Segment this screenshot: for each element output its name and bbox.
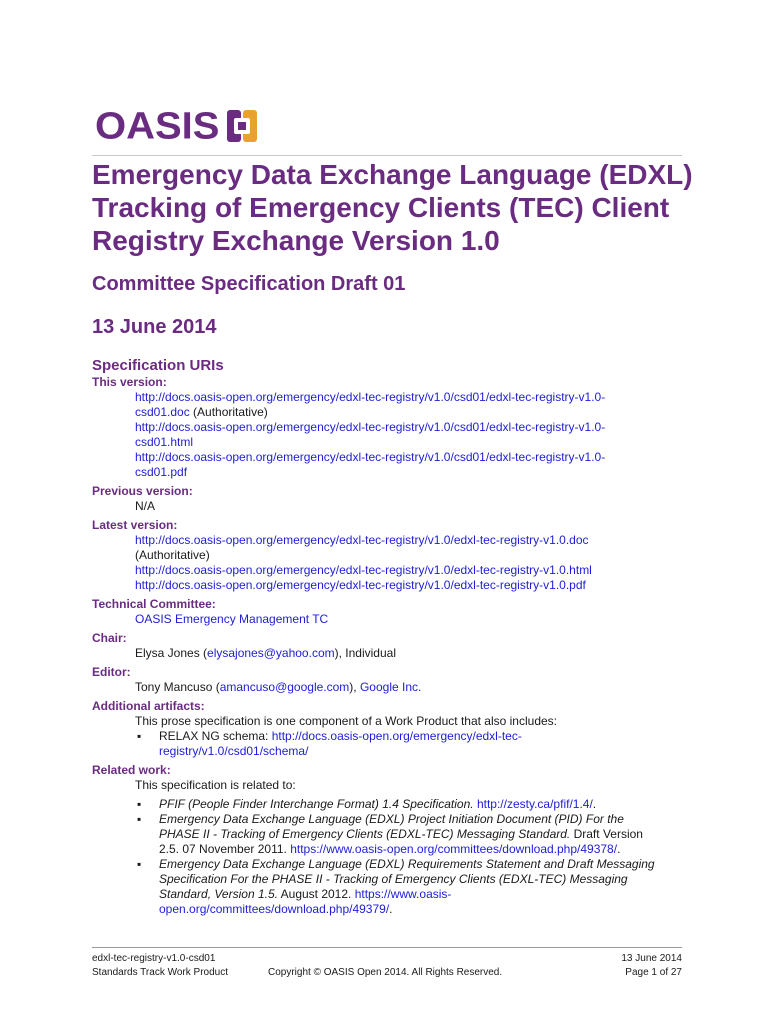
- editor-email-link[interactable]: amancuso@google.com: [219, 680, 350, 694]
- additional-artifacts-intro: This prose specification is one component of a Work Product that also includes:: [135, 714, 557, 728]
- req-title-line2: Specification For the PHASE II - Tracking of Emergency Clients (EDXL-TEC) Messaging: [159, 872, 628, 886]
- editor-separator: ),: [349, 680, 360, 694]
- req-title-line1: Emergency Data Exchange Language (EDXL) Requirements Statement and Draft Messaging: [159, 857, 655, 871]
- req-title-line3: Standard, Version 1.5.: [159, 887, 278, 901]
- this-version-block: [92, 390, 692, 480]
- pid-end: .: [617, 842, 621, 856]
- list-item: [159, 797, 692, 812]
- section-heading-uris: Specification URIs: [92, 357, 224, 374]
- pid-link[interactable]: https://www.oasis-open.org/committees/download.php/49378/: [290, 842, 618, 856]
- schema-link[interactable]: http://docs.oasis-open.org/emergency/edxl-tec-: [271, 729, 522, 743]
- list-item: [159, 857, 692, 917]
- chair-block: [92, 646, 692, 661]
- previous-version-block: [92, 499, 692, 514]
- related-work-label: Related work:: [92, 763, 171, 777]
- chair-name: Elysa Jones (: [135, 646, 208, 660]
- footer-doc-id: edxl-tec-registry-v1.0-csd01: [92, 953, 216, 964]
- req-end: .: [389, 902, 393, 916]
- latest-version-pdf-link[interactable]: http://docs.oasis-open.org/emergency/edxl-tec-registry/v1.0/edxl-tec-registry-v1.0.pdf: [135, 578, 586, 592]
- pfif-end: .: [592, 797, 597, 811]
- related-work-intro: This specification is related to:: [135, 778, 296, 792]
- artifacts-list: [135, 729, 692, 759]
- previous-version-value: N/A: [135, 499, 156, 513]
- this-version-doc-link[interactable]: http://docs.oasis-open.org/emergency/edxl-tec-registry/v1.0/csd01/edxl-tec-registry-v1.0-: [135, 390, 606, 404]
- chair-email-link[interactable]: elysajones@yahoo.com: [207, 646, 335, 660]
- pid-title-line2: PHASE II - Tracking of Emergency Clients (EDXL-TEC) Messaging Standard.: [159, 827, 571, 841]
- specification-uris: [92, 375, 692, 921]
- chair-affiliation: ), Individual: [334, 646, 396, 660]
- schema-link-cont[interactable]: registry/v1.0/csd01/schema/: [159, 744, 309, 758]
- related-work-list: [135, 797, 692, 917]
- pfif-title: PFIF (People Finder Interchange Format) 1.4 Specification.: [159, 797, 474, 811]
- this-version-doc-link-cont[interactable]: csd01.doc: [135, 405, 190, 419]
- pid-date: 2.5. 07 November 2011.: [159, 842, 291, 856]
- latest-version-label: Latest version:: [92, 518, 178, 532]
- pfif-link[interactable]: http://zesty.ca/pfif/1.4/: [476, 797, 593, 811]
- document-stage: Committee Specification Draft 01: [92, 273, 406, 295]
- footer-date: 13 June 2014: [621, 953, 682, 964]
- this-version-pdf-link-cont[interactable]: csd01.pdf: [135, 465, 188, 479]
- pid-draft: Draft Version: [570, 827, 643, 841]
- artifact-prefix: RELAX NG schema:: [159, 729, 272, 743]
- footer-copyright: Copyright © OASIS Open 2014. All Rights Reserved.: [268, 967, 503, 978]
- latest-authoritative-note: (Authoritative): [135, 548, 210, 562]
- related-work-block: [92, 778, 692, 917]
- this-version-html-link-cont[interactable]: csd01.html: [135, 435, 194, 449]
- editor-block: [92, 680, 692, 695]
- footer-right: [621, 952, 682, 980]
- latest-version-block: [92, 533, 692, 593]
- technical-committee-block: [92, 612, 692, 627]
- editor-label: Editor:: [92, 665, 131, 679]
- list-item: [159, 812, 692, 857]
- req-link-cont[interactable]: open.org/committees/download.php/49379/: [159, 902, 390, 916]
- technical-committee-link[interactable]: OASIS Emergency Management TC: [135, 612, 329, 626]
- technical-committee-label: Technical Committee:: [92, 597, 216, 611]
- chair-label: Chair:: [92, 631, 127, 645]
- req-date: August 2012.: [277, 887, 355, 901]
- latest-version-html-link[interactable]: http://docs.oasis-open.org/emergency/edxl-tec-registry/v1.0/edxl-tec-registry-v1.0.html: [135, 563, 592, 577]
- footer-left: [92, 952, 228, 980]
- this-version-html-link[interactable]: http://docs.oasis-open.org/emergency/edxl-tec-registry/v1.0/csd01/edxl-tec-registry-v1.0-: [135, 420, 606, 434]
- oasis-logo: [95, 105, 259, 147]
- footer-divider: [92, 947, 682, 948]
- document-date: 13 June 2014: [92, 316, 217, 338]
- editor-name: Tony Mancuso (: [135, 680, 220, 694]
- authoritative-note: (Authoritative): [189, 405, 268, 419]
- pid-title-line1: Emergency Data Exchange Language (EDXL) Project Initiation Document (PID) For the: [159, 812, 624, 826]
- document-title: Emergency Data Exchange Language (EDXL) Tracking of Emergency Clients (TEC) Client Registry Exchange Version 1.0: [92, 159, 693, 256]
- footer-track: Standards Track Work Product: [92, 967, 228, 978]
- this-version-label: This version:: [92, 375, 167, 389]
- editor-org-link[interactable]: Google Inc.: [359, 680, 422, 694]
- previous-version-label: Previous version:: [92, 484, 193, 498]
- latest-version-doc-link[interactable]: http://docs.oasis-open.org/emergency/edxl-tec-registry/v1.0/edxl-tec-registry-v1.0.doc: [135, 533, 589, 547]
- this-version-pdf-link[interactable]: http://docs.oasis-open.org/emergency/edxl-tec-registry/v1.0/csd01/edxl-tec-registry-v1.0-: [135, 450, 606, 464]
- logo-wordmark: OASIS: [95, 105, 220, 147]
- header-divider: [92, 155, 682, 156]
- oasis-mark-icon: [225, 108, 259, 144]
- list-item: [159, 729, 692, 759]
- footer-page-number: Page 1 of 27: [625, 967, 682, 978]
- additional-artifacts-block: [92, 714, 692, 759]
- additional-artifacts-label: Additional artifacts:: [92, 699, 205, 713]
- req-link[interactable]: https://www.oasis-: [354, 887, 452, 901]
